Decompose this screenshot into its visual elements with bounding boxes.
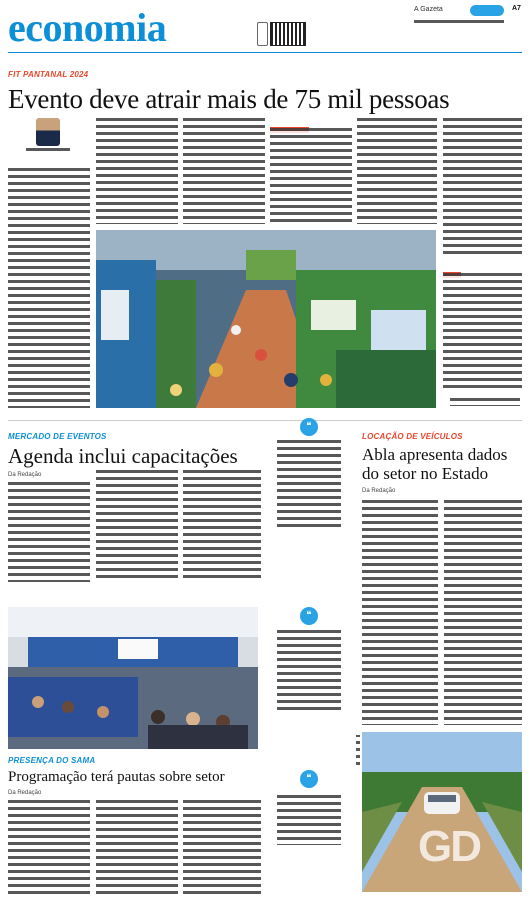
agenda-headline: Agenda inclui capacitações [8,444,238,468]
lead-column-1 [8,168,90,408]
newspaper-brand: A Gazeta [414,6,443,13]
masthead-rule [8,52,522,53]
abla-kicker: LOCAÇÃO DE VEÍCULOS [362,432,463,441]
lead-column-6 [443,118,522,258]
prog-column-3 [183,800,261,895]
quote-icon: ❝ [300,770,318,788]
dateline [414,20,504,24]
tablet-icon [257,22,268,46]
prog-kicker: PRESENÇA DO SAMA [8,756,96,765]
abla-column-1 [362,500,438,725]
prog-byline: Da Redação [8,790,42,796]
lead-column-2 [96,118,178,224]
agenda-column-2 [96,470,178,582]
abla-byline: Da Redação [362,488,396,494]
prog-column-2 [96,800,178,895]
qr-code-icon [270,22,306,46]
abla-headline-line2: do setor no Estado [362,464,489,483]
lead-column-5 [357,118,437,224]
lead-headline: Evento deve atrair mais de 75 mil pessoas [8,84,450,114]
expo-photo-caption [450,398,520,406]
brand-logo-icon [470,5,504,16]
lead-column-7 [443,273,522,391]
sidebar-quote-1 [277,440,341,530]
quote-icon: ❝ [300,418,318,436]
sidebar-quote-3 [277,795,341,845]
sidebar-quote-2 [277,630,341,710]
expo-photo-image [96,230,436,408]
page-number: A7 [512,5,521,12]
author-name [26,148,70,152]
agenda-column-3 [183,470,261,582]
expo-photo [96,230,436,408]
road-photo-credit [356,735,360,765]
gd-watermark: GD [418,822,480,871]
author-avatar [36,118,60,146]
lead-column-4 [270,128,352,224]
agenda-column-1 [8,482,90,582]
section-divider [8,420,522,421]
agenda-byline: Da Redação [8,472,42,478]
prog-headline: Programação terá pautas sobre setor [8,769,225,785]
prog-column-1 [8,800,90,895]
quote-icon: ❝ [300,607,318,625]
lead-kicker: FIT PANTANAL 2024 [8,70,89,79]
auditorium-photo-image [8,607,258,749]
lead-column-3 [183,118,265,224]
auditorium-photo [8,607,258,749]
abla-headline-line1: Abla apresenta dados [362,445,508,464]
abla-headline [362,445,507,483]
agenda-kicker: MERCADO DE EVENTOS [8,432,107,441]
abla-column-2 [444,500,522,725]
section-masthead: economia [8,5,167,50]
